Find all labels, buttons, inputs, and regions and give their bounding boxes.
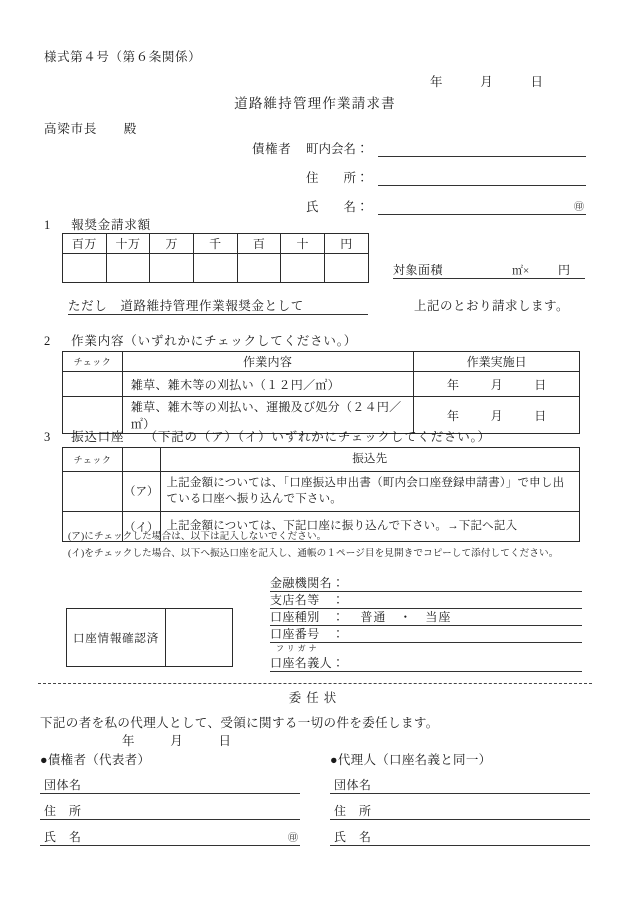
bank-branch-label: 支店名等 ： [270,593,345,607]
target-area-field[interactable] [393,261,585,279]
table-row [63,254,369,283]
transfer-mark-i: （イ） [123,512,161,542]
table-row [63,372,580,397]
work-date-1[interactable] [414,372,580,397]
proviso-text: ただし 道路維持管理作業報奨金として [68,296,368,315]
creditor-row-association [306,139,586,157]
work-check-1[interactable] [63,372,123,397]
account-confirmation-box [66,608,233,667]
delegation-creditor-name-label: 氏 名 [44,830,82,844]
work-content-table [62,351,580,434]
account-confirm-label: 口座情報確認済 [67,609,166,667]
bank-account-type-label: 口座種別 ： [270,610,345,624]
bank-institution-row [270,575,582,592]
amount-cell-ten[interactable] [281,254,325,283]
date-month-label: 月 [480,75,494,89]
delegation-agent-name-label: 氏 名 [334,830,372,844]
work-content-1: 雑草、雑木等の刈払い（１２円／㎡） [122,372,413,397]
target-area-label: 対象面積 [393,263,444,277]
work-date-2-year: 年 [447,408,460,423]
table-row [67,609,233,667]
submission-date [430,72,544,90]
bank-branch-row [270,592,582,609]
amount-cell-thousand[interactable] [194,254,238,283]
work-content-2: 雑草、雑木等の刈払い、運搬及び処分（２４円／㎡） [122,397,413,434]
work-date-1-month: 月 [490,377,503,392]
date-year-label: 年 [430,75,444,89]
bank-holder-label: 口座名義人： [270,656,345,670]
creditor-row-address [306,168,586,186]
creditor-address-label: 住 所： [306,171,369,185]
delegation-title: 委任状 [288,691,342,705]
amount-cell-hundred-thousand[interactable] [106,254,150,283]
delegation-creditor-address-row [40,801,300,820]
amount-col-thousand: 千 [194,234,238,254]
amount-cell-yen[interactable] [325,254,369,283]
delegation-month-label: 月 [170,734,184,748]
form-code: 様式第４号（第６条関係） [44,50,202,64]
bank-institution-label: 金融機関名： [270,576,345,590]
amount-col-yen: 円 [325,234,369,254]
delegation-creditor-name-row [40,827,300,846]
transfer-note-1: (ア)にチェックした場合は、以下は記入しないでください。 [68,531,327,542]
work-date-2-month: 月 [490,408,503,423]
section1-number: 1 [44,218,52,232]
delegation-agent-address-row [330,801,590,820]
creditor-association-label: 町内会名： [306,142,369,156]
delegation-agent-heading: ●代理人（口座名義と同一） [330,753,492,767]
table-header-row [63,352,580,372]
section2-number: 2 [44,334,52,348]
bank-account-number-label: 口座番号 ： [270,627,345,641]
target-area-currency: 円 [558,263,571,277]
delegation-agent-org-row [330,775,590,794]
request-statement: 上記のとおり請求します。 [414,299,570,313]
amount-cell-hundred[interactable] [237,254,281,283]
bank-account-type-options[interactable]: 普通 ・ 当座 [360,610,452,624]
delegation-creditor-heading: ●債権者（代表者） [40,753,151,767]
amount-col-hundred: 百 [237,234,281,254]
transfer-col-check: チェック [63,448,123,472]
delegation-statement: 下記の者を私の代理人として、受領に関する一切の件を委任します。 [40,716,439,730]
delegation-year-label: 年 [122,734,136,748]
bank-holder-row [270,655,582,672]
amount-col-million: 百万 [63,234,107,254]
addressee: 高梁市長 殿 [44,122,138,136]
section3-heading [44,427,491,445]
section3-number: 3 [44,430,52,444]
transfer-mark-a: （ア） [123,471,161,511]
transfer-check-a[interactable] [63,471,123,511]
delegation-creditor-block [40,750,300,846]
work-col-check: チェック [63,352,123,372]
amount-table [62,233,369,283]
creditor-label: 債権者 [252,142,292,156]
amount-cell-million[interactable] [63,254,107,283]
delegation-agent-block [330,750,590,846]
section2-heading [44,331,357,349]
table-header-row [63,448,580,472]
creditor-association-input[interactable] [378,142,586,157]
amount-cell-ten-thousand[interactable] [150,254,194,283]
transfer-col-mark [123,448,161,472]
table-row [63,471,580,511]
section2-title: 作業内容（いずれかにチェックしてください。） [71,334,358,348]
bank-account-number-row [270,626,582,643]
delegation-date [122,731,232,749]
delegation-creditor-org-label: 団体名 [44,778,82,792]
delegation-creditor-address-label: 住 所 [44,804,82,818]
page-title: 道路維持管理作業請求書 [234,96,396,111]
account-confirm-stamp-area[interactable] [166,609,233,667]
seal-icon: ㊞ [288,833,298,844]
creditor-name-input[interactable] [378,200,586,215]
seal-icon: ㊞ [574,202,584,213]
creditor-row-name [306,197,586,215]
section1-heading [44,215,151,233]
work-date-1-day: 日 [534,377,547,392]
section-divider [38,683,592,684]
transfer-text-i: 上記金額については、下記口座に振り込んで下さい。→下記へ記入 [160,512,580,542]
creditor-address-input[interactable] [378,171,586,186]
section1-title: 報奨金請求額 [71,218,151,232]
delegation-agent-address-label: 住 所 [334,804,372,818]
bank-account-fields [270,575,582,672]
amount-col-hundred-thousand: 十万 [106,234,150,254]
transfer-col-destination: 振込先 [160,448,580,472]
target-area-unit: ㎡× [512,265,530,277]
work-col-content: 作業内容 [122,352,413,372]
date-day-label: 日 [530,75,544,89]
furigana-label: フリガナ [276,644,320,653]
transfer-note-2: (イ)をチェックした場合、以下へ振込口座を記入し、通帳の１ページ目を見開きでコピーして添付してください。 [68,548,559,559]
table-header-row [63,234,369,254]
work-col-date: 作業実施日 [414,352,580,372]
delegation-creditor-org-row [40,775,300,794]
delegation-agent-org-label: 団体名 [334,778,372,792]
delegation-agent-name-row [330,827,590,846]
delegation-day-label: 日 [218,734,232,748]
amount-col-ten-thousand: 万 [150,234,194,254]
work-date-1-year: 年 [447,377,460,392]
work-date-2-day: 日 [534,408,547,423]
creditor-name-label: 氏 名： [306,200,369,214]
amount-col-ten: 十 [281,234,325,254]
bank-account-type-row [270,609,582,626]
transfer-text-a: 上記金額については、「口座振込申出書（町内会口座登録申請書）」で申し出ている口座へ振り込んで下さい。 [160,471,580,511]
section3-title: 振込口座 （下記の（ア）（イ）いずれかにチェックしてください。） [71,430,491,444]
creditor-fields [306,139,586,215]
